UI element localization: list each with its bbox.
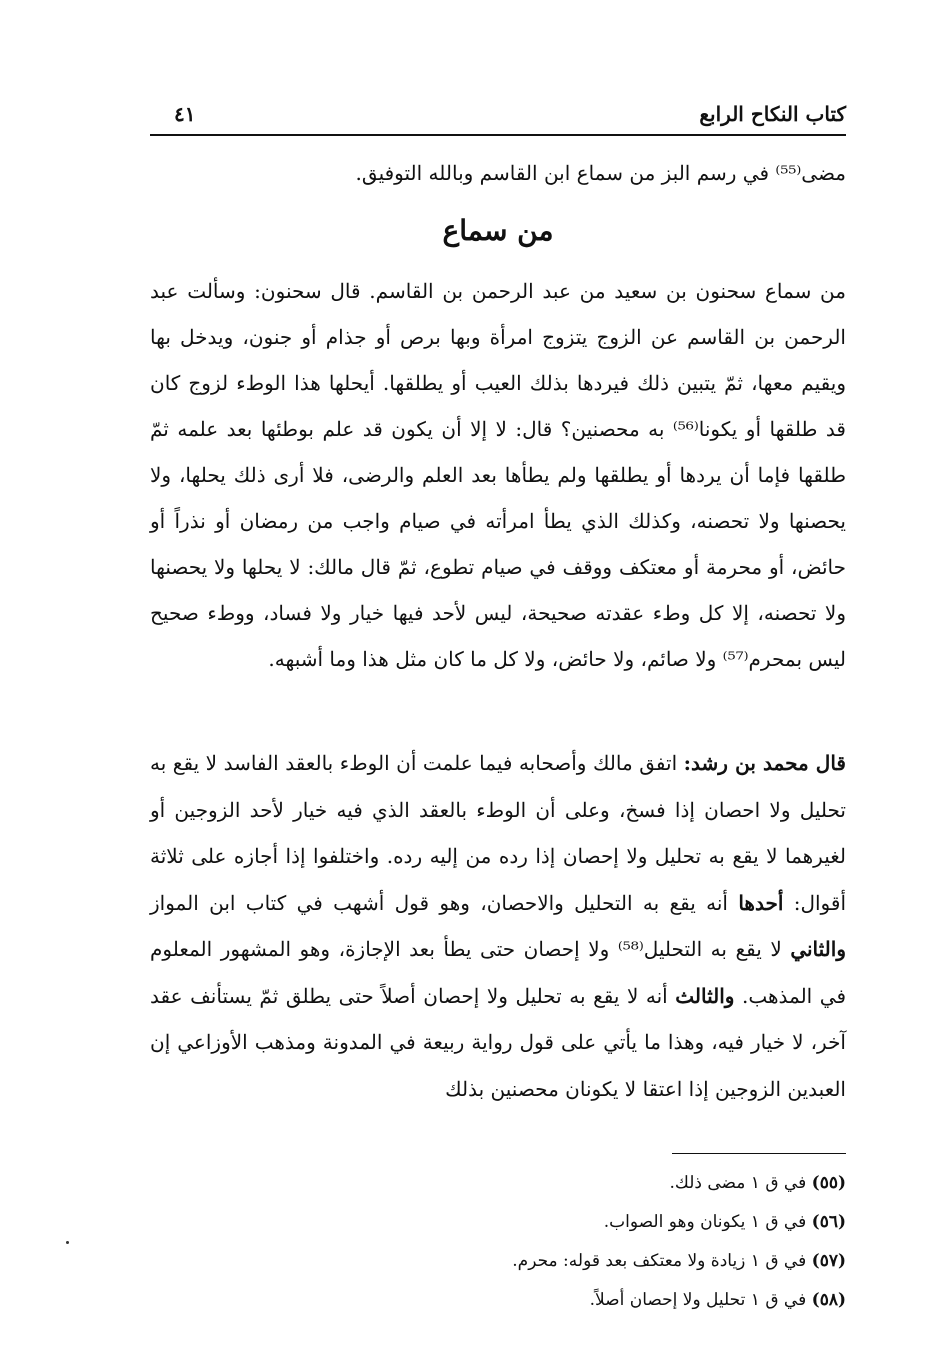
footnote-text: في ق ١ زيادة ولا معتكف بعد قوله: محرم. <box>512 1251 807 1271</box>
commentary-lead: قال محمد بن رشد: <box>683 751 846 775</box>
footnote <box>150 1203 846 1242</box>
footnotes <box>150 1164 846 1320</box>
footnote-text: في ق ١ تحليل ولا إحصان أصلاً. <box>589 1290 807 1310</box>
footnote-number: (٥٧) <box>811 1251 846 1271</box>
footnote <box>150 1242 846 1281</box>
footnote-number: (٥٦) <box>811 1212 846 1232</box>
opinion-first: أحدها <box>738 890 784 915</box>
opinion-second: والثاني <box>790 937 846 961</box>
paragraph-1-text: من سماع سحنون بن سعيد من عبد الرحمن بن القاسم. قال سحنون: وسألت عبد الرحمن بن القاسم عن الزوج يتزوج امرأة وبها برص أو جذام أو جنون، ويدخل بها ويقيم معها، ثمّ يتبين ذلك فيردها بذلك العيب أو يطلقها. أيحلها هذا الوطء لزوج كان قد طلقها أو يكونا⁽⁵⁶⁾ به محصنين؟ قال: لا إلا أن يكون قد علم بوطئها بعد علمه ثمّ طلقها فإما أن يردها أو يطلقها ولم يطأها بعد العلم والرضى، فلا أرى ذلك يحلها، ولا يحصنها ولا تحصنه، وكذلك الذي يطأ امرأته في صيام واجب من رمضان أو نذراً أو حائض، أو محرمة أو معتكف ووقف في صيام تطوع، ثمّ قال مالك: لا يحلها ولا يحصنها ولا تحصنه، إلا كل وطء عقدته صحيحة، ليس لأحد فيها خيار ولا فساد، ووطء صحيح ليس بمحرم⁽⁵⁷⁾ ولا صائم، ولا حائض، ولا كل ما كان مثل هذا وما أشبهه. <box>150 279 846 671</box>
footnote-text: في ق ١ مضى ذلك. <box>669 1173 807 1193</box>
header-rule <box>150 134 846 136</box>
footnote <box>150 1281 846 1320</box>
scan-speck <box>66 1241 69 1244</box>
header-title: كتاب النكاح الرابع <box>699 102 846 126</box>
footnote <box>150 1164 846 1203</box>
commentary-part-2: أنه يقع به التحليل والاحصان، وهو قول أشهب في كتاب ابن المواز <box>150 890 739 915</box>
intro-line <box>150 156 846 190</box>
section-title: من سماع <box>442 214 554 247</box>
commentary-part-1: اتفق مالك وأصحابه فيما علمت أن الوطء بالعقد الفاسد لا يقع به تحليل ولا احصان إذا فسخ، وعلى أن الوطء بالعقد الذي فيه خيار لأحد الزوجين أو لغيرهما لا يقع به تحليل ولا إحصان إذا رده من إليه رده. واختلفوا إذا أجازه على ثلاثة أقوال: <box>150 751 846 915</box>
paragraph-1 <box>150 268 846 682</box>
footnote-number: (٥٥) <box>811 1173 846 1193</box>
opinion-third: والثالث <box>675 983 735 1008</box>
page-number: ٤١ <box>174 102 196 126</box>
footnote-rule <box>672 1153 846 1154</box>
paragraph-2 <box>150 740 846 1112</box>
commentary-part-4: أنه لا يقع به تحليل ولا إحصان أصلاً حتى يطلق ثمّ يستأنف عقد آخر، لا خيار فيه، وهذا ما يأتي على قول رواية ربيعة في المدونة ومذهب الأوزاعي إن العبدين الزوجين إذا اعتقا لا يكونان محصنين بذلك <box>150 983 846 1101</box>
paragraph-2-text <box>150 740 846 1112</box>
intro-text: مضى⁽⁵⁵⁾ في رسم البز من سماع ابن القاسم وبالله التوفيق. <box>355 161 846 185</box>
commentary-part-3: لا يقع به التحليل⁽⁵⁸⁾ ولا إحصان حتى يطأ بعد الإجازة، وهو المشهور المعلوم في المذهب. <box>150 937 847 1008</box>
running-header <box>150 102 846 134</box>
footnote-text: في ق ١ يكونان وهو الصواب. <box>603 1212 807 1232</box>
footnote-number: (٥٨) <box>811 1290 846 1310</box>
